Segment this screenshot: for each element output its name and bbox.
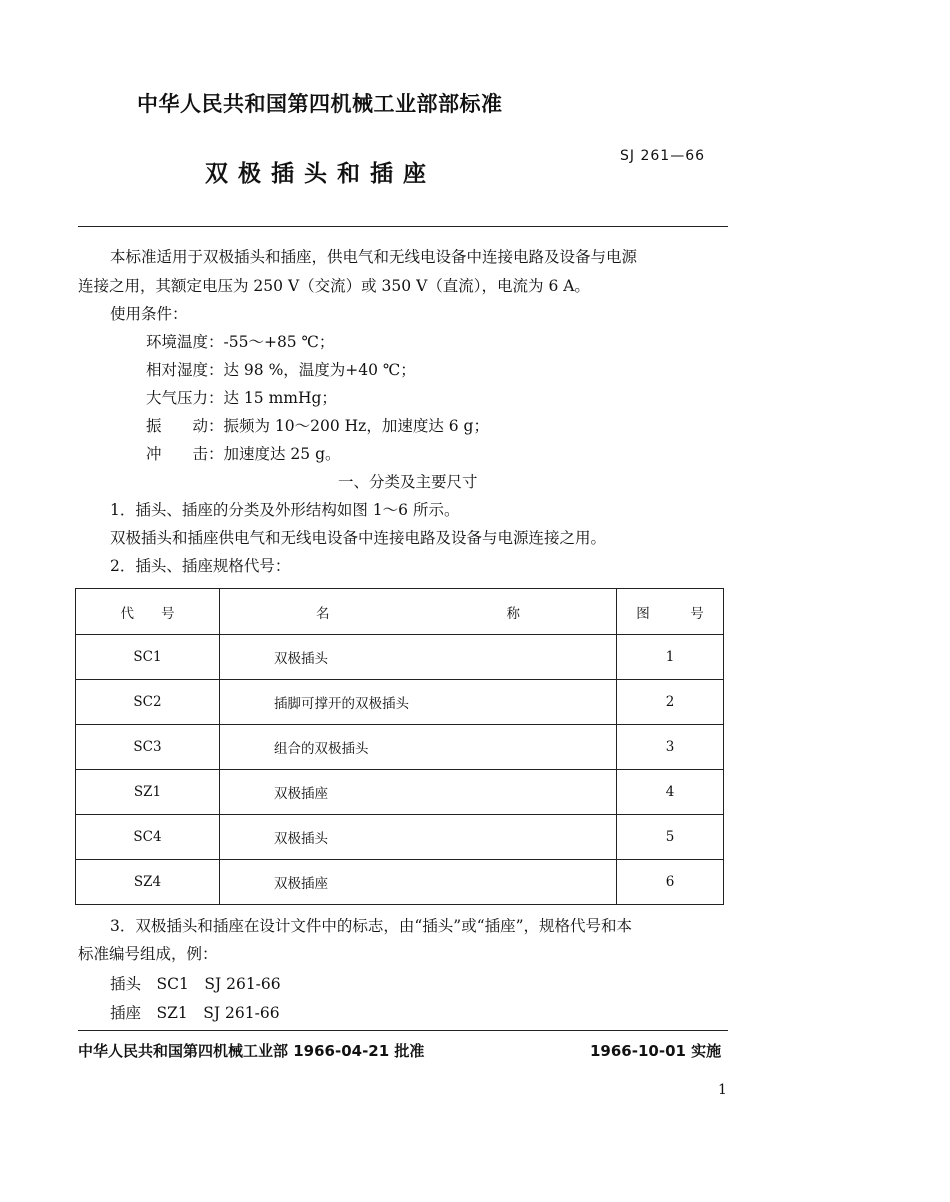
approval-line: 中华人民共和国第四机械工业部 1966-04-21 批准 xyxy=(78,1042,425,1060)
table-row xyxy=(76,725,724,770)
header-name xyxy=(220,589,617,635)
section-heading: 一、分类及主要尺寸 xyxy=(338,473,478,491)
conditions-label: 使用条件： xyxy=(110,305,188,323)
cell-figure: 3 xyxy=(617,725,724,770)
table-row xyxy=(76,860,724,905)
table-row xyxy=(76,815,724,860)
header-fig-b: 号 xyxy=(690,605,704,622)
example-plug: 插头 SC1 SJ 261-66 xyxy=(110,975,281,993)
cell-name: 双极插头 xyxy=(220,635,617,680)
cell-figure: 6 xyxy=(617,860,724,905)
intro-line-1: 本标准适用于双极插头和插座，供电气和无线电设备中连接电路及设备与电源 xyxy=(110,248,638,266)
example-socket: 插座 SZ1 SJ 261-66 xyxy=(110,1004,280,1022)
cell-figure: 1 xyxy=(617,635,724,680)
cell-code: SC3 xyxy=(76,725,220,770)
condition-shock: 冲 击：加速度达 25 g。 xyxy=(146,445,341,463)
cell-code: SZ1 xyxy=(76,770,220,815)
header-name-a: 名 xyxy=(316,605,330,622)
item-1: 1．插头、插座的分类及外形结构如图 1～6 所示。 xyxy=(110,501,460,519)
cell-code: SC2 xyxy=(76,680,220,725)
effective-date: 1966-10-01 实施 xyxy=(590,1042,722,1060)
intro-line-2: 连接之用，其额定电压为 250 V（交流）或 350 V（直流），电流为 6 A。 xyxy=(78,277,590,295)
item-3-line-2: 标准编号组成，例： xyxy=(78,945,218,963)
condition-humidity: 相对湿度：达 98 %，温度为+40 ℃； xyxy=(146,361,416,379)
cell-name: 双极插座 xyxy=(220,770,617,815)
cell-name: 双极插座 xyxy=(220,860,617,905)
cell-name: 插脚可撑开的双极插头 xyxy=(220,680,617,725)
cell-name: 组合的双极插头 xyxy=(220,725,617,770)
cell-figure: 4 xyxy=(617,770,724,815)
condition-vibration: 振 动：振频为 10～200 Hz，加速度达 6 g； xyxy=(146,417,489,435)
header-divider xyxy=(78,226,728,227)
cell-code: SC1 xyxy=(76,635,220,680)
page-number: 1 xyxy=(718,1082,727,1098)
condition-pressure: 大气压力：达 15 mmHg； xyxy=(146,389,337,407)
footer-divider xyxy=(78,1030,728,1031)
document-title: 双极插头和插座 xyxy=(205,161,436,187)
table-row xyxy=(76,770,724,815)
header-fig-a: 图 xyxy=(636,605,650,622)
header-name-b: 称 xyxy=(506,605,520,622)
cell-name: 双极插头 xyxy=(220,815,617,860)
cell-code: SC4 xyxy=(76,815,220,860)
table-row xyxy=(76,635,724,680)
spec-code-table xyxy=(75,588,724,905)
header-figure xyxy=(617,589,724,635)
issuing-organization: 中华人民共和国第四机械工业部部标准 xyxy=(137,92,503,116)
item-3-line-1: 3．双极插头和插座在设计文件中的标志，由“插头”或“插座”，规格代号和本 xyxy=(110,917,633,935)
header-code-b: 号 xyxy=(161,605,175,622)
cell-code: SZ4 xyxy=(76,860,220,905)
header-code-a: 代 xyxy=(120,605,134,622)
item-1-note: 双极插头和插座供电气和无线电设备中连接电路及设备与电源连接之用。 xyxy=(110,529,607,547)
header-code xyxy=(76,589,220,635)
table-row xyxy=(76,680,724,725)
item-2: 2．插头、插座规格代号： xyxy=(110,557,291,575)
cell-figure: 5 xyxy=(617,815,724,860)
condition-temperature: 环境温度：-55～+85 ℃； xyxy=(146,333,335,351)
standard-number: SJ 261—66 xyxy=(620,148,706,164)
table-header-row xyxy=(76,589,724,635)
cell-figure: 2 xyxy=(617,680,724,725)
